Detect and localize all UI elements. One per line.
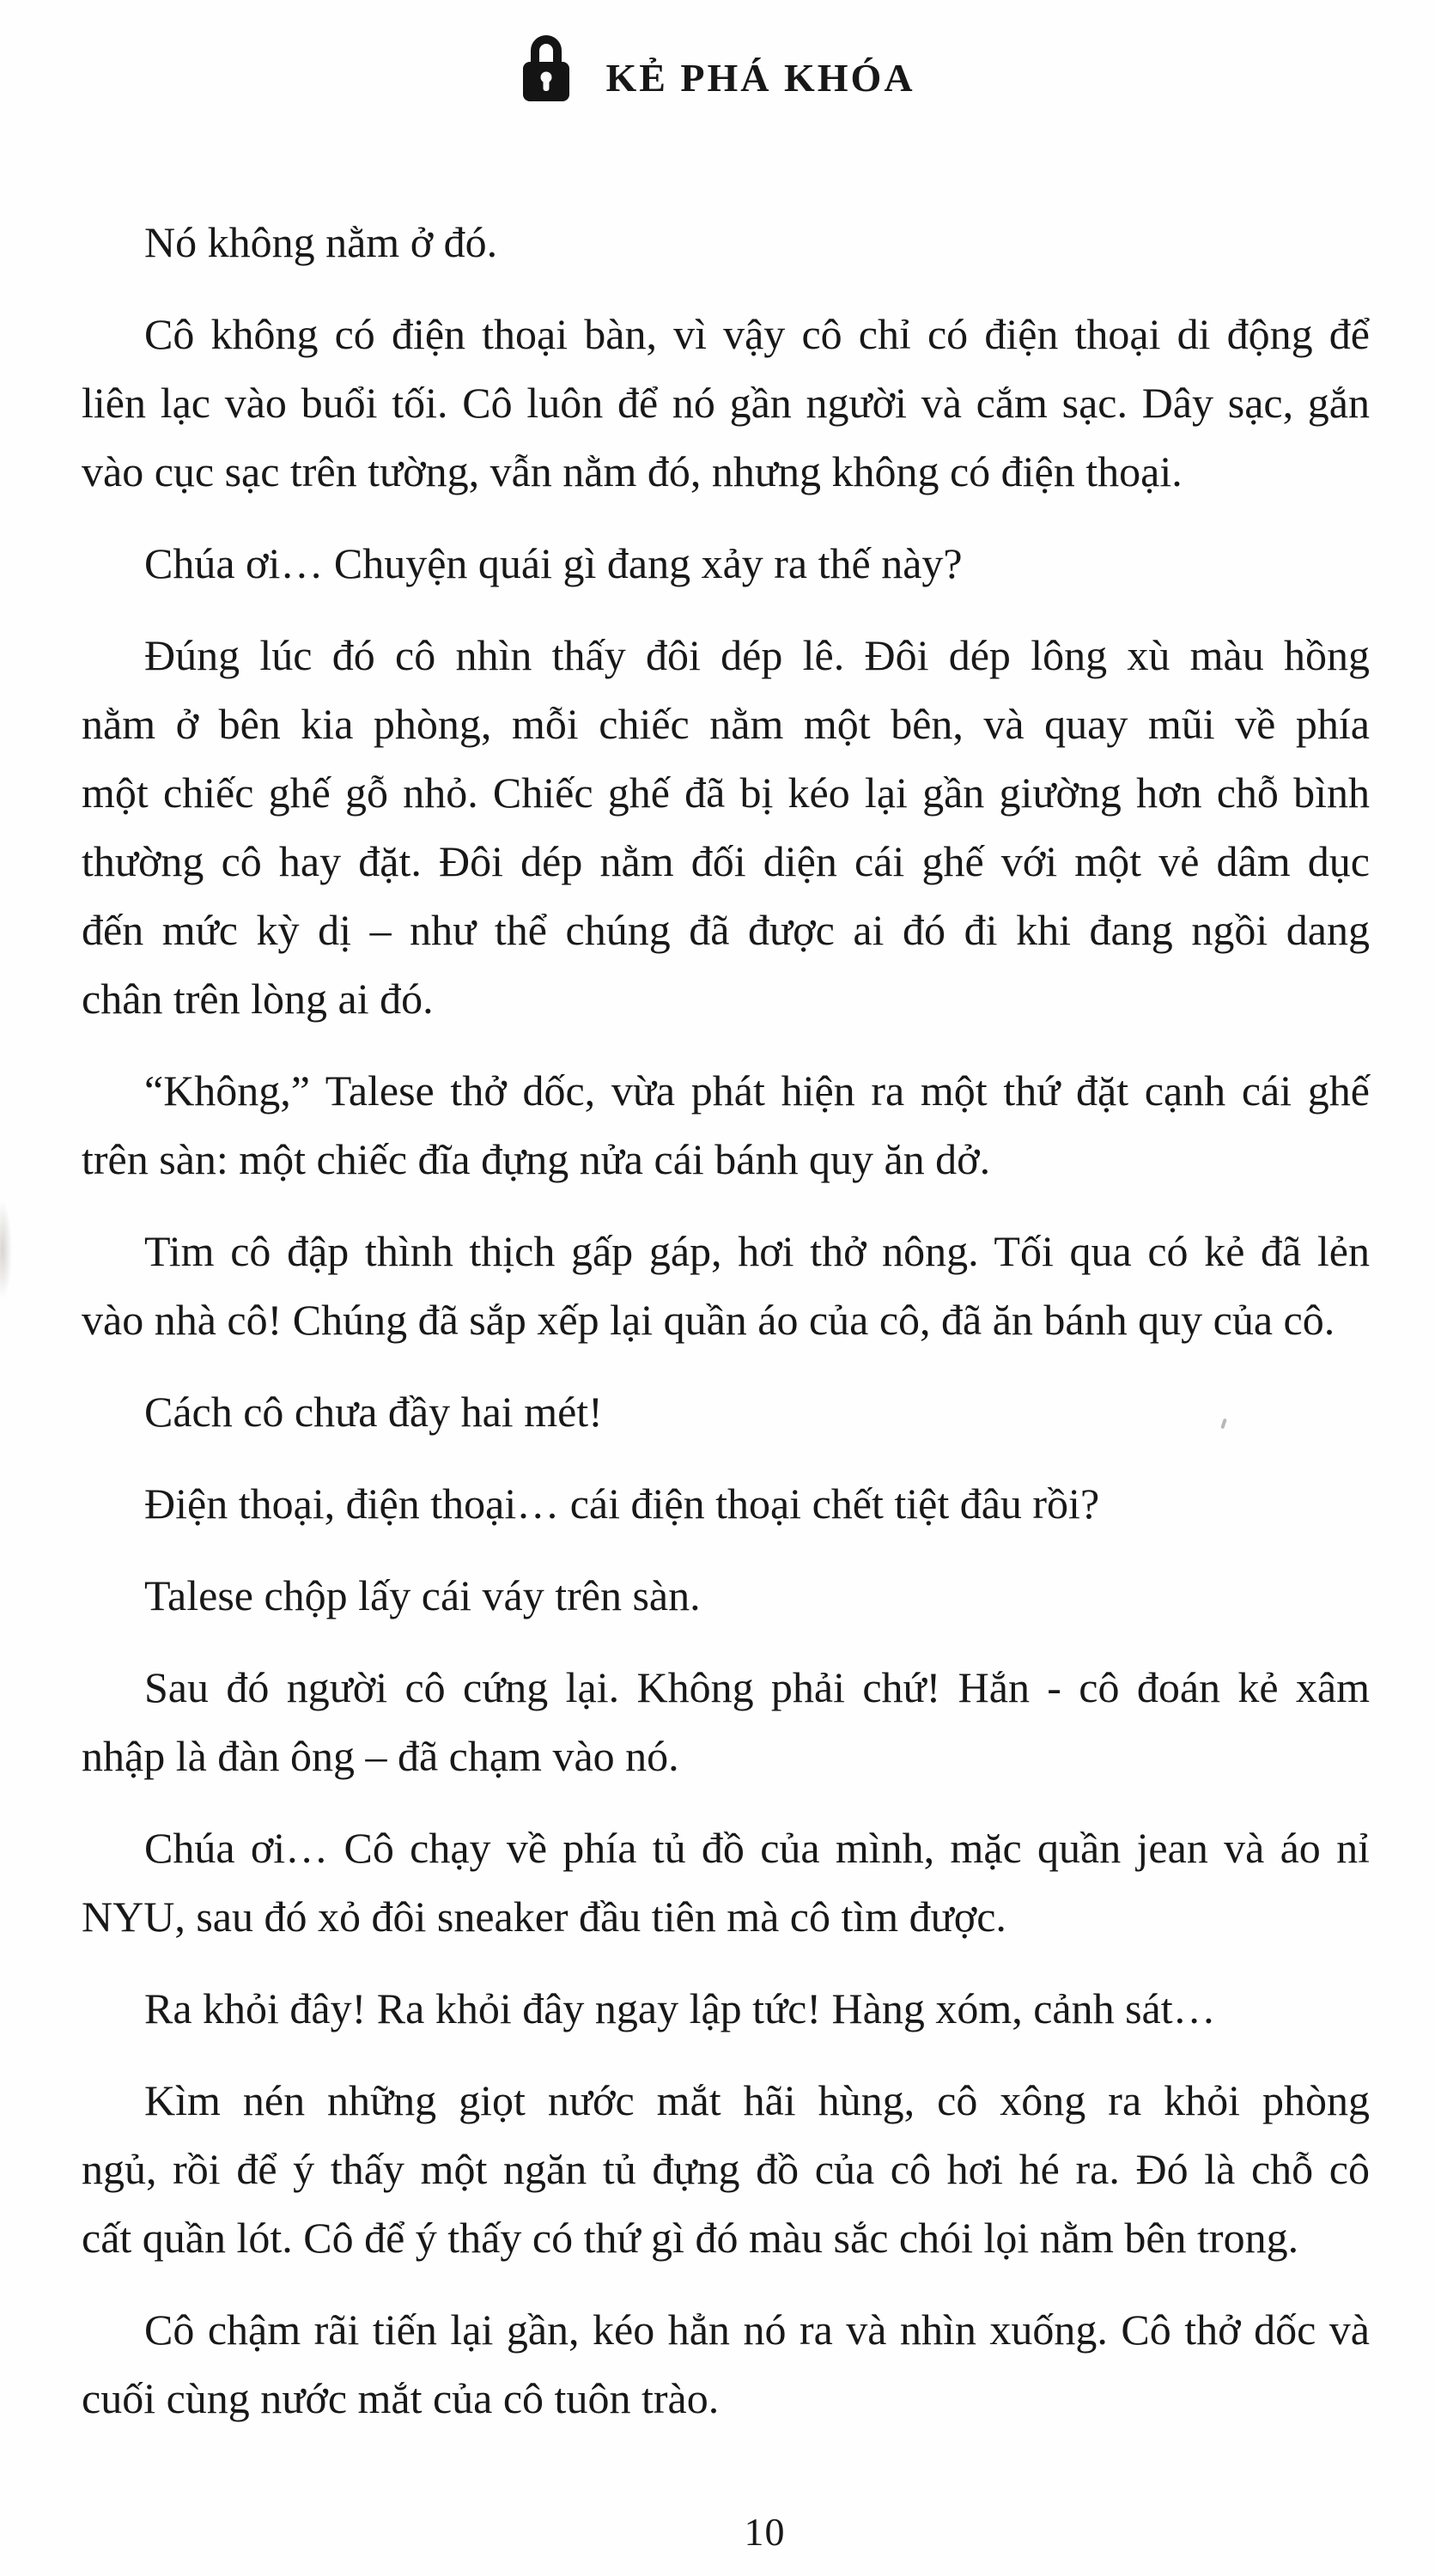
paragraph [82,1469,1370,1538]
paragraph [82,529,1370,598]
padlock-icon [520,29,573,103]
paragraph [82,300,1370,506]
page-header [0,29,1435,103]
paragraph [82,1561,1370,1630]
text-line: nằm ở bên kia phòng, mỗi chiếc nằm một bên, và quay mũi về phía [82,700,1370,748]
text-line: cuối cùng nước mắt của cô tuôn trào. [82,2374,720,2422]
text-line: liên lạc vào buổi tối. Cô luôn để nó gần người và cắm sạc. Dây sạc, gắn [82,379,1370,427]
text-line: đến mức kỳ dị – như thể chúng đã được ai đó đi khi đang ngồi dang [82,906,1370,954]
text-line: ngủ, rồi để ý thấy một ngăn tủ đựng đồ của cô hơi hé ra. Đó là chỗ cô [82,2145,1370,2193]
text-line: Chúa ơi… Chuyện quái gì đang xảy ra thế này? [144,539,963,587]
text-line: thường cô hay đặt. Đôi dép nằm đối diện cái ghế với một vẻ dâm dục [82,837,1370,885]
text-line: Cách cô chưa đầy hai mét! [144,1388,603,1436]
running-title: KẺ PHÁ KHÓA [605,56,915,100]
text-line: vào nhà cô! Chúng đã sắp xếp lại quần áo của cô, đã ăn bánh quy của cô. [82,1296,1335,1344]
page-number: 10 [744,2510,786,2554]
paragraph [82,1377,1370,1446]
text-line: trên sàn: một chiếc đĩa đựng nửa cái bánh quy ăn dở. [82,1135,991,1183]
paragraph [82,1653,1370,1790]
text-line: một chiếc ghế gỗ nhỏ. Chiếc ghế đã bị kéo lại gần giường hơn chỗ bình [82,769,1370,817]
paragraph [82,208,1370,276]
paragraph [82,621,1370,1033]
paragraph [82,1974,1370,2043]
text-line: Talese chộp lấy cái váy trên sàn. [144,1571,701,1619]
paragraph [82,1814,1370,1951]
text-line: vào cục sạc trên tường, vẫn nằm đó, nhưng không có điện thoại. [82,447,1183,495]
text-line: cất quần lót. Cô để ý thấy có thứ gì đó màu sắc chói lọi nằm bên trong. [82,2214,1299,2262]
text-line: Điện thoại, điện thoại… cái điện thoại chết tiệt đâu rồi? [144,1479,1100,1528]
body-text [82,208,1370,2456]
text-line: Sau đó người cô cứng lại. Không phải chứ! Hắn - cô đoán kẻ xâm [144,1663,1370,1711]
text-line: Kìm nén những giọt nước mắt hãi hùng, cô xông ra khỏi phòng [144,2076,1370,2124]
text-line: Tim cô đập thình thịch gấp gáp, hơi thở nông. Tối qua có kẻ đã lẻn [144,1227,1370,1275]
text-line: Đúng lúc đó cô nhìn thấy đôi dép lê. Đôi dép lông xù màu hồng [144,631,1370,679]
paragraph [82,1217,1370,1354]
text-line: Ra khỏi đây! Ra khỏi đây ngay lập tức! Hàng xóm, cảnh sát… [144,1984,1216,2032]
text-line: NYU, sau đó xỏ đôi sneaker đầu tiên mà cô tìm được. [82,1893,1006,1941]
text-line: “Không,” Talese thở dốc, vừa phát hiện ra một thứ đặt cạnh cái ghế [144,1066,1370,1115]
text-line: chân trên lòng ai đó. [82,975,434,1023]
scan-smudge-artifact [0,1200,12,1299]
paragraph [82,1056,1370,1194]
text-line: Chúa ơi… Cô chạy về phía tủ đồ của mình, mặc quần jean và áo nỉ [144,1824,1370,1872]
text-line: Cô không có điện thoại bàn, vì vậy cô chỉ có điện thoại di động để [144,310,1370,358]
paragraph [82,2295,1370,2433]
text-line: Nó không nằm ở đó. [144,218,498,266]
text-line: Cô chậm rãi tiến lại gần, kéo hẳn nó ra và nhìn xuống. Cô thở dốc và [144,2306,1370,2354]
text-line: nhập là đàn ông – đã chạm vào nó. [82,1732,679,1780]
paragraph [82,2066,1370,2272]
